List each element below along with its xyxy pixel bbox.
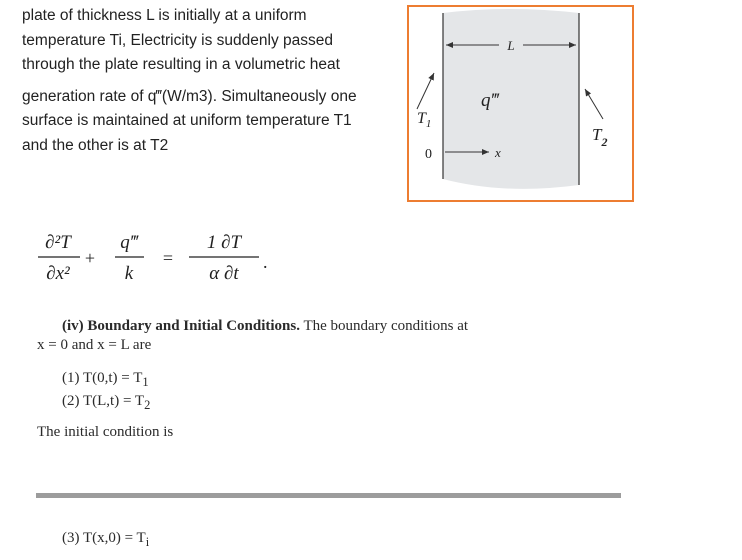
right-temp-symbol: T	[592, 125, 602, 144]
right-temp-label	[592, 125, 607, 149]
thickness-label: L	[507, 38, 515, 53]
equals-sign: =	[162, 248, 174, 268]
section-heading	[62, 316, 622, 336]
problem-line: surface is maintained at uniform temperature T1	[22, 112, 352, 129]
right-temp-arrow	[585, 89, 603, 119]
plate-figure	[407, 5, 634, 202]
right-temp-subscript: 2	[601, 135, 608, 149]
initial-condition-heading: The initial condition is	[37, 424, 174, 440]
ic3-text: (3) T(x,0) = T	[62, 530, 146, 546]
divider	[36, 493, 621, 498]
problem-line: generation rate of q‴(W/m3). Simultaneously one	[22, 87, 357, 105]
left-temp-subscript: 1	[425, 118, 432, 130]
bc2-text: (2) T(L,t) = T	[62, 393, 145, 409]
problem-line: through the plate resulting in a volumetric heat	[22, 56, 340, 73]
left-temp-label	[417, 110, 431, 130]
boundary-condition-2	[62, 393, 150, 413]
section-line: x = 0 and x = L are	[37, 337, 152, 353]
rhs-denominator: α ∂t	[209, 263, 239, 284]
origin-label: 0	[425, 147, 432, 162]
boundary-condition-1	[62, 370, 149, 390]
rhs-numerator: 1 ∂T	[206, 232, 242, 253]
term1-numerator: ∂²T	[45, 232, 71, 253]
term2-numerator: q‴	[120, 232, 138, 253]
problem-line: plate of thickness L is initially at a uniform	[22, 7, 307, 24]
bc1-text: (1) T(0,t) = T	[62, 370, 143, 386]
bc1-subscript: 1	[142, 375, 149, 389]
section-heading-bold: (iv) Boundary and Initial Conditions.	[62, 318, 300, 334]
problem-statement	[22, 4, 404, 158]
left-temp-arrow	[417, 73, 434, 109]
term1-denominator: ∂x²	[46, 263, 70, 284]
bc2-subscript: 2	[144, 398, 151, 412]
term2-denominator: k	[124, 263, 134, 284]
heat-generation-label: q‴	[481, 90, 499, 111]
problem-line: temperature Ti, Electricity is suddenly passed	[22, 31, 333, 49]
plus-sign: +	[84, 248, 96, 268]
section-heading-rest: The boundary conditions at	[300, 318, 469, 334]
plate-shape	[443, 9, 579, 189]
initial-condition-3	[62, 530, 149, 550]
equation-period: .	[263, 252, 268, 272]
problem-line: and the other is at T2	[22, 136, 169, 154]
heat-equation	[36, 226, 276, 286]
plate-diagram	[409, 7, 632, 200]
ic3-subscript: i	[145, 535, 150, 549]
x-axis-label: x	[495, 145, 501, 160]
left-temp-symbol: T	[417, 110, 426, 127]
